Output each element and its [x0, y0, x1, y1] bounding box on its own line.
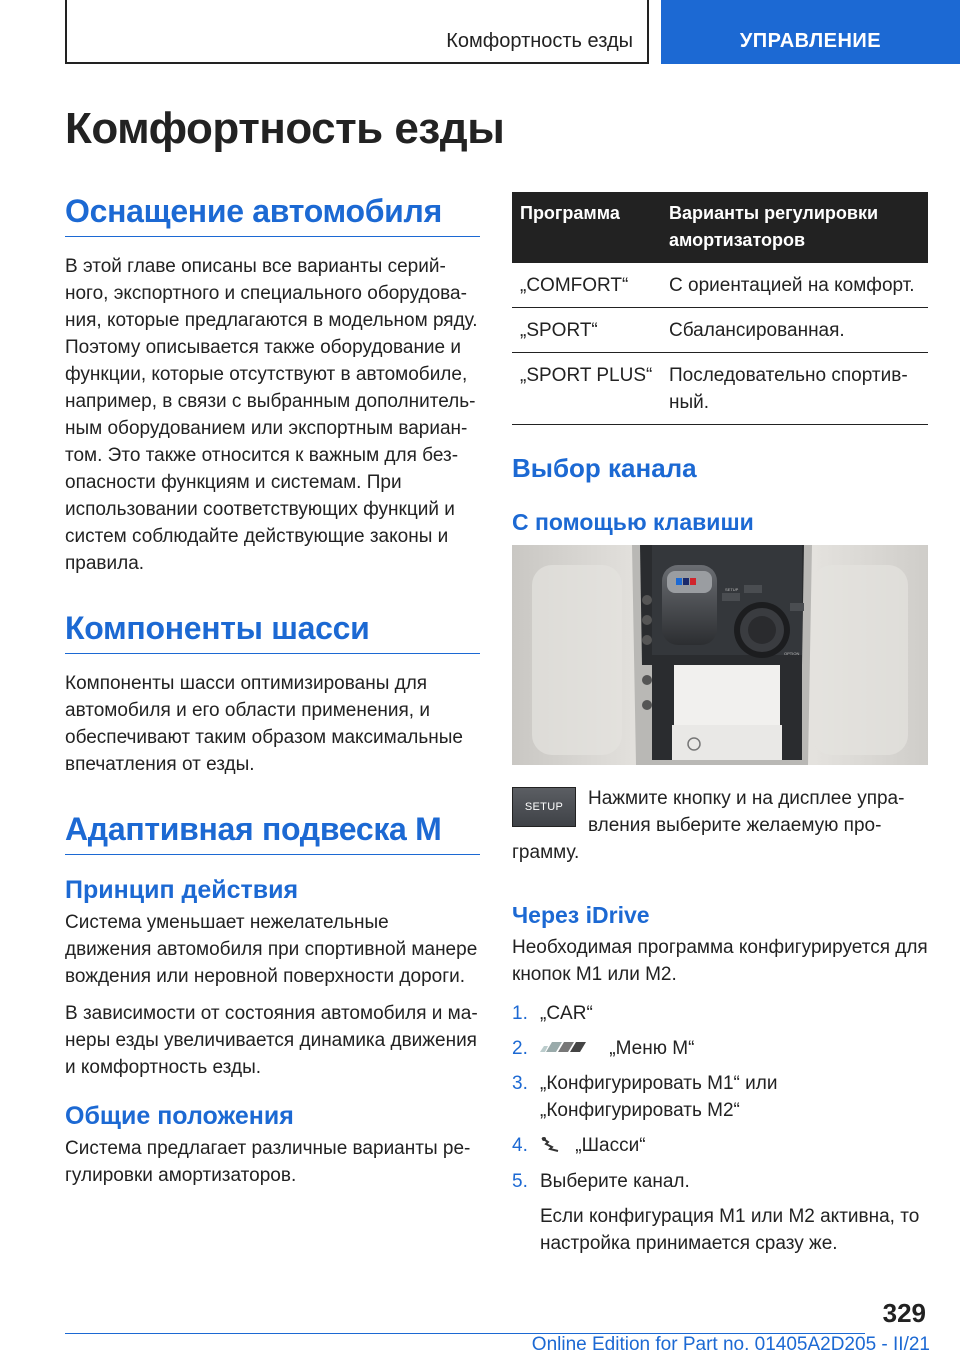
header-chapter-title: Комфортность езды	[446, 30, 633, 52]
page-title: Комфортность езды	[65, 104, 505, 153]
step-number: 3.	[512, 1073, 528, 1095]
paragraph-principle-1: Система уменьшает нежелательные движения автомобиля при спортивной манере вождения или неровной поверхности дороги.	[65, 912, 478, 987]
table-row	[512, 263, 928, 308]
table-cell: Сбалансированная.	[661, 308, 928, 353]
table-row	[512, 308, 928, 353]
list-item	[512, 1000, 928, 1027]
console-photo	[512, 545, 928, 765]
setup-instruction	[512, 785, 928, 866]
steps-list	[512, 1000, 928, 1257]
step-number: 2.	[512, 1038, 528, 1059]
step-number: 1.	[512, 1003, 528, 1024]
m-logo-icon	[540, 1035, 596, 1062]
heading-adaptive-suspension: Адаптивная подвеска M	[65, 810, 480, 855]
heading-equipment: Оснащение автомобиля	[65, 192, 480, 237]
center-console-illustration	[512, 545, 928, 765]
left-column	[65, 192, 480, 1199]
table-cell: „SPORT PLUS“	[512, 353, 661, 425]
step-number: 4.	[512, 1135, 528, 1157]
heading-via-idrive: Через iDrive	[512, 902, 650, 928]
table-header-cell: Программа	[512, 192, 661, 263]
step-note: Если конфигурация M1 или M2 активна, то настройка принимается сразу же.	[540, 1205, 920, 1254]
heading-principle: Принцип действия	[65, 876, 299, 904]
table-cell: „SPORT“	[512, 308, 661, 353]
setup-button-icon: SETUP	[512, 787, 576, 827]
footer-edition: Online Edition for Part no. 01405A2D205 - II/21	[531, 1334, 930, 1355]
table-row	[512, 353, 928, 425]
table-header-row	[512, 192, 928, 263]
paragraph-equipment: В этой главе описаны все варианты серийного, экспортного и специального оборудования, которые предлагаются в модельном ряду. Поэтому описывается также оборудование и функции, которые отсутствуют в автомобиле, например, в связи с выбранным дополнительным оборудованием или экспортным вариантом. Это также относится к важным для безопасности функциям и системам. При использовании соответствующих функций и систем соблюдайте действующие законы и правила.	[65, 256, 478, 574]
list-item	[512, 1132, 928, 1159]
heading-channel-select: Выбор канала	[512, 453, 697, 483]
header-chapter-box	[65, 0, 649, 64]
step-text: „Меню M“	[609, 1038, 695, 1059]
right-column	[512, 192, 928, 1265]
table-cell: „COMFORT“	[512, 263, 661, 308]
photo-option-label: OPTION	[784, 651, 800, 656]
list-item	[512, 1168, 928, 1257]
chassis-icon	[540, 1133, 562, 1160]
list-item	[512, 1070, 928, 1124]
paragraph-idrive: Необходимая программа конфигурируется для кнопок M1 или M2.	[512, 937, 928, 985]
step-text: Выберите канал.	[540, 1170, 690, 1192]
paragraph-chassis: Компоненты шасси оптимизированы для автомобиля и его области применения, и обеспечивают таким образом максимальные впечатления от езды.	[65, 673, 463, 775]
step-text: „Конфигурировать M1“ или „Конфигурировать M2“	[540, 1073, 778, 1122]
table-header-cell: Варианты регулировки амортизаторов	[661, 192, 928, 263]
paragraph-general: Система предлагает различные варианты регулировки амортизаторов.	[65, 1138, 471, 1186]
heading-via-button: С помощью клавиши	[512, 509, 754, 535]
paragraph-principle-2: В зависимости от состояния автомобиля и манеры езды увеличивается динамика движения и комфортность езды.	[65, 1003, 478, 1078]
step-number: 5.	[512, 1170, 528, 1192]
table-cell: С ориентацией на комфорт.	[661, 263, 928, 308]
heading-chassis: Компоненты шасси	[65, 609, 480, 654]
step-text: „CAR“	[540, 1003, 593, 1024]
page-number: 329	[882, 1298, 926, 1328]
heading-general: Общие положения	[65, 1102, 294, 1130]
photo-setup-label: SETUP	[725, 587, 739, 592]
table-cell: Последовательно спортивный.	[661, 353, 928, 425]
list-item	[512, 1035, 928, 1062]
damper-table	[512, 192, 928, 425]
paragraph-setup: Нажмите кнопку и на дисплее управления выберите желаемую программу.	[512, 788, 905, 863]
step-text: „Шасси“	[575, 1135, 646, 1157]
header-section-tab[interactable]: УПРАВЛЕНИЕ	[661, 0, 960, 64]
